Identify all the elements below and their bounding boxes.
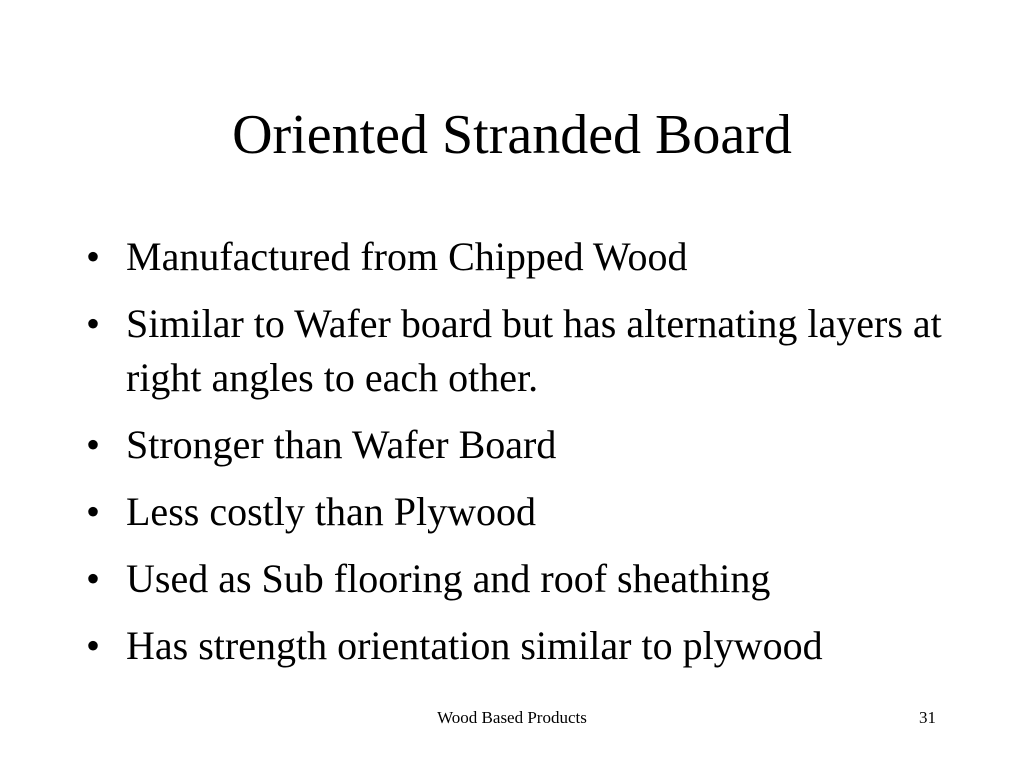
bullet-item	[82, 552, 962, 606]
bullet-text: Has strength orientation similar to plywood	[126, 623, 823, 668]
bullet-item	[82, 297, 962, 405]
bullet-icon: •	[86, 556, 101, 601]
page-number: 31	[919, 708, 936, 727]
bullet-icon: •	[86, 301, 101, 346]
bullet-icon: •	[86, 489, 101, 534]
bullet-list	[82, 230, 962, 686]
bullet-text: Used as Sub flooring and roof sheathing	[126, 556, 771, 601]
bullet-item	[82, 230, 962, 284]
bullet-text: Less costly than Plywood	[126, 489, 536, 534]
bullet-text: Similar to Wafer board but has alternating layers at right angles to each other.	[126, 301, 942, 400]
bullet-text: Stronger than Wafer Board	[126, 422, 557, 467]
footer-text: Wood Based Products	[437, 708, 587, 727]
bullet-icon: •	[86, 422, 101, 467]
bullet-icon: •	[86, 234, 101, 279]
bullet-item	[82, 418, 962, 472]
bullet-item	[82, 619, 962, 673]
bullet-item	[82, 485, 962, 539]
bullet-text: Manufactured from Chipped Wood	[126, 234, 688, 279]
bullet-icon: •	[86, 623, 101, 668]
slide-title: Oriented Stranded Board	[232, 104, 792, 166]
